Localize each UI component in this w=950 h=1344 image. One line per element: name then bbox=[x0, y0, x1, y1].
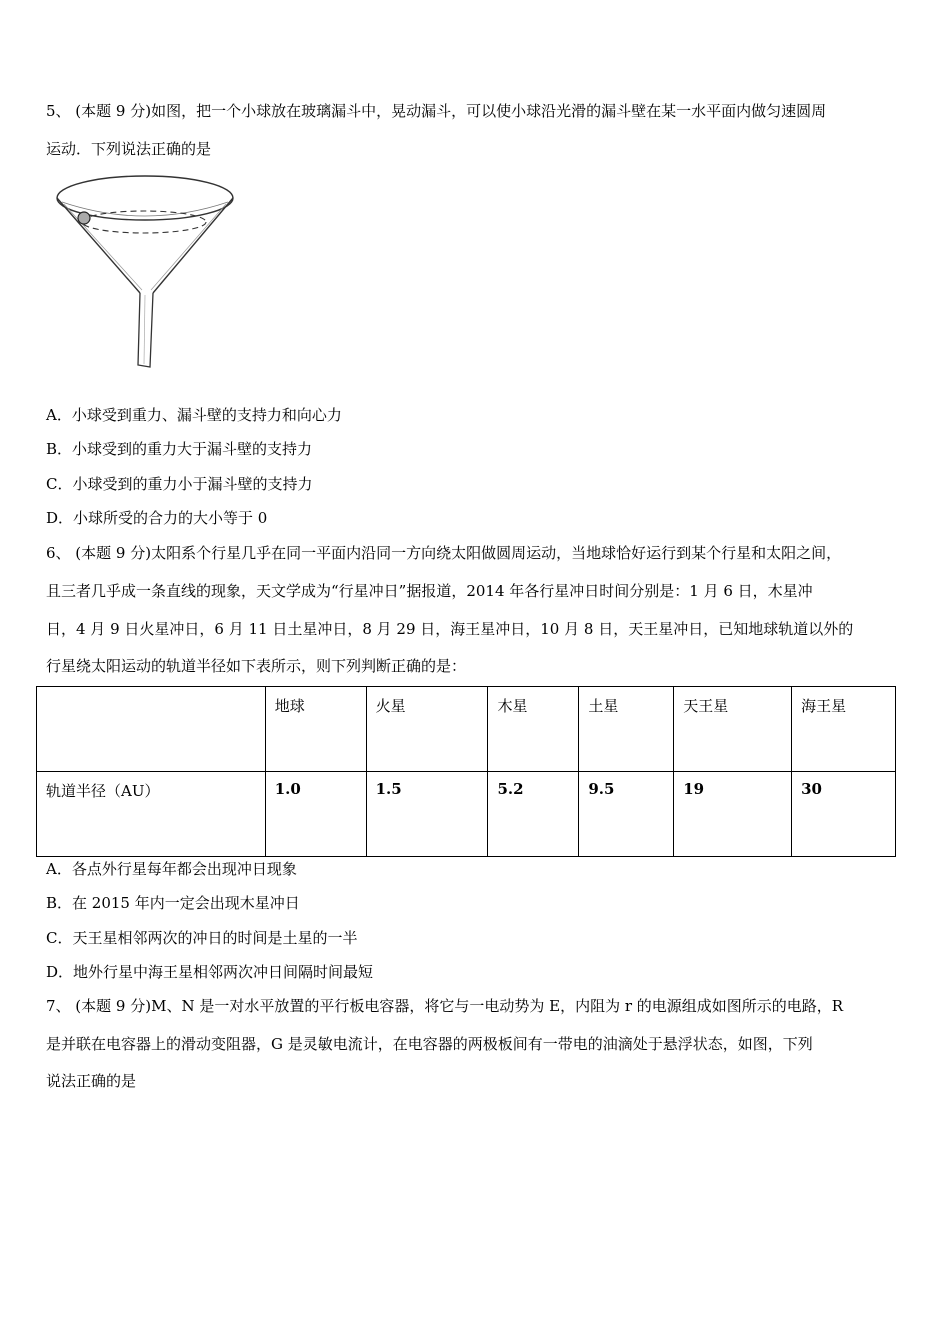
table-header-cell: 土星 bbox=[579, 687, 674, 772]
table-header-cell: 木星 bbox=[488, 687, 579, 772]
q7-stem-line1: 7、 (本题 9 分)M、N 是一对水平放置的平行板电容器，将它与一电动势为 E，内阻为 r 的电源组成如图所示的电路，R bbox=[46, 997, 844, 1015]
q6-stem-line2: 且三者几乎成一条直线的现象，天文学成为“行星冲日”据报道，2014 年各行星冲日时间分别是：1 月 6 日，木星冲 bbox=[46, 582, 813, 600]
table-row bbox=[37, 772, 896, 857]
q6-option-d: D．地外行星中海王星相邻两次冲日间隔时间最短 bbox=[46, 963, 374, 981]
q6-stem-line3: 日，4 月 9 日火星冲日，6 月 11 日土星冲日，8 月 29 日，海王星冲日，10 月 8 日，天王星冲日，已知地球轨道以外的 bbox=[46, 620, 854, 638]
orbit-radius-table bbox=[36, 686, 896, 857]
q5-option-a: A．小球受到重力、漏斗壁的支持力和向心力 bbox=[46, 406, 342, 424]
table-header-row bbox=[37, 687, 896, 772]
q6-option-b: B．在 2015 年内一定会出现木星冲日 bbox=[46, 894, 300, 912]
table-cell: 1.0 bbox=[265, 772, 366, 857]
q6-option-c: C．天王星相邻两次的冲日的时间是土星的一半 bbox=[46, 929, 358, 947]
table-header-cell: 天王星 bbox=[674, 687, 792, 772]
q5-option-c: C．小球受到的重力小于漏斗壁的支持力 bbox=[46, 475, 313, 493]
q5-option-d: D．小球所受的合力的大小等于 0 bbox=[46, 509, 268, 527]
q5-stem-line1: 5、 (本题 9 分)如图，把一个小球放在玻璃漏斗中，晃动漏斗，可以使小球沿光滑的漏斗壁在某一水平面内做匀速圆周 bbox=[46, 102, 827, 120]
q5-stem-line2: 运动．下列说法正确的是 bbox=[46, 140, 212, 158]
ball-icon bbox=[78, 212, 90, 224]
table-header-cell bbox=[37, 687, 266, 772]
funnel-figure bbox=[50, 170, 240, 370]
table-header-cell: 海王星 bbox=[792, 687, 896, 772]
table-cell: 1.5 bbox=[366, 772, 488, 857]
q5-option-b: B．小球受到的重力大于漏斗壁的支持力 bbox=[46, 440, 313, 458]
q6-option-a: A．各点外行星每年都会出现冲日现象 bbox=[46, 860, 297, 878]
table-cell: 9.5 bbox=[579, 772, 674, 857]
q6-stem-line1: 6、 (本题 9 分)太阳系个行星几乎在同一平面内沿同一方向绕太阳做圆周运动，当地球恰好运行到某个行星和太阳之间， bbox=[46, 544, 842, 562]
table-cell: 30 bbox=[792, 772, 896, 857]
table-cell: 19 bbox=[674, 772, 792, 857]
q7-stem-line3: 说法正确的是 bbox=[46, 1072, 137, 1090]
table-row-label: 轨道半径（AU） bbox=[37, 772, 266, 857]
table-header-cell: 火星 bbox=[366, 687, 488, 772]
table-header-cell: 地球 bbox=[265, 687, 366, 772]
q7-stem-line2: 是并联在电容器上的滑动变阻器，G 是灵敏电流计，在电容器的两极板间有一带电的油滴处于悬浮状态，如图，下列 bbox=[46, 1035, 813, 1053]
table-cell: 5.2 bbox=[488, 772, 579, 857]
q6-stem-line4: 行星绕太阳运动的轨道半径如下表所示，则下列判断正确的是： bbox=[46, 657, 467, 675]
